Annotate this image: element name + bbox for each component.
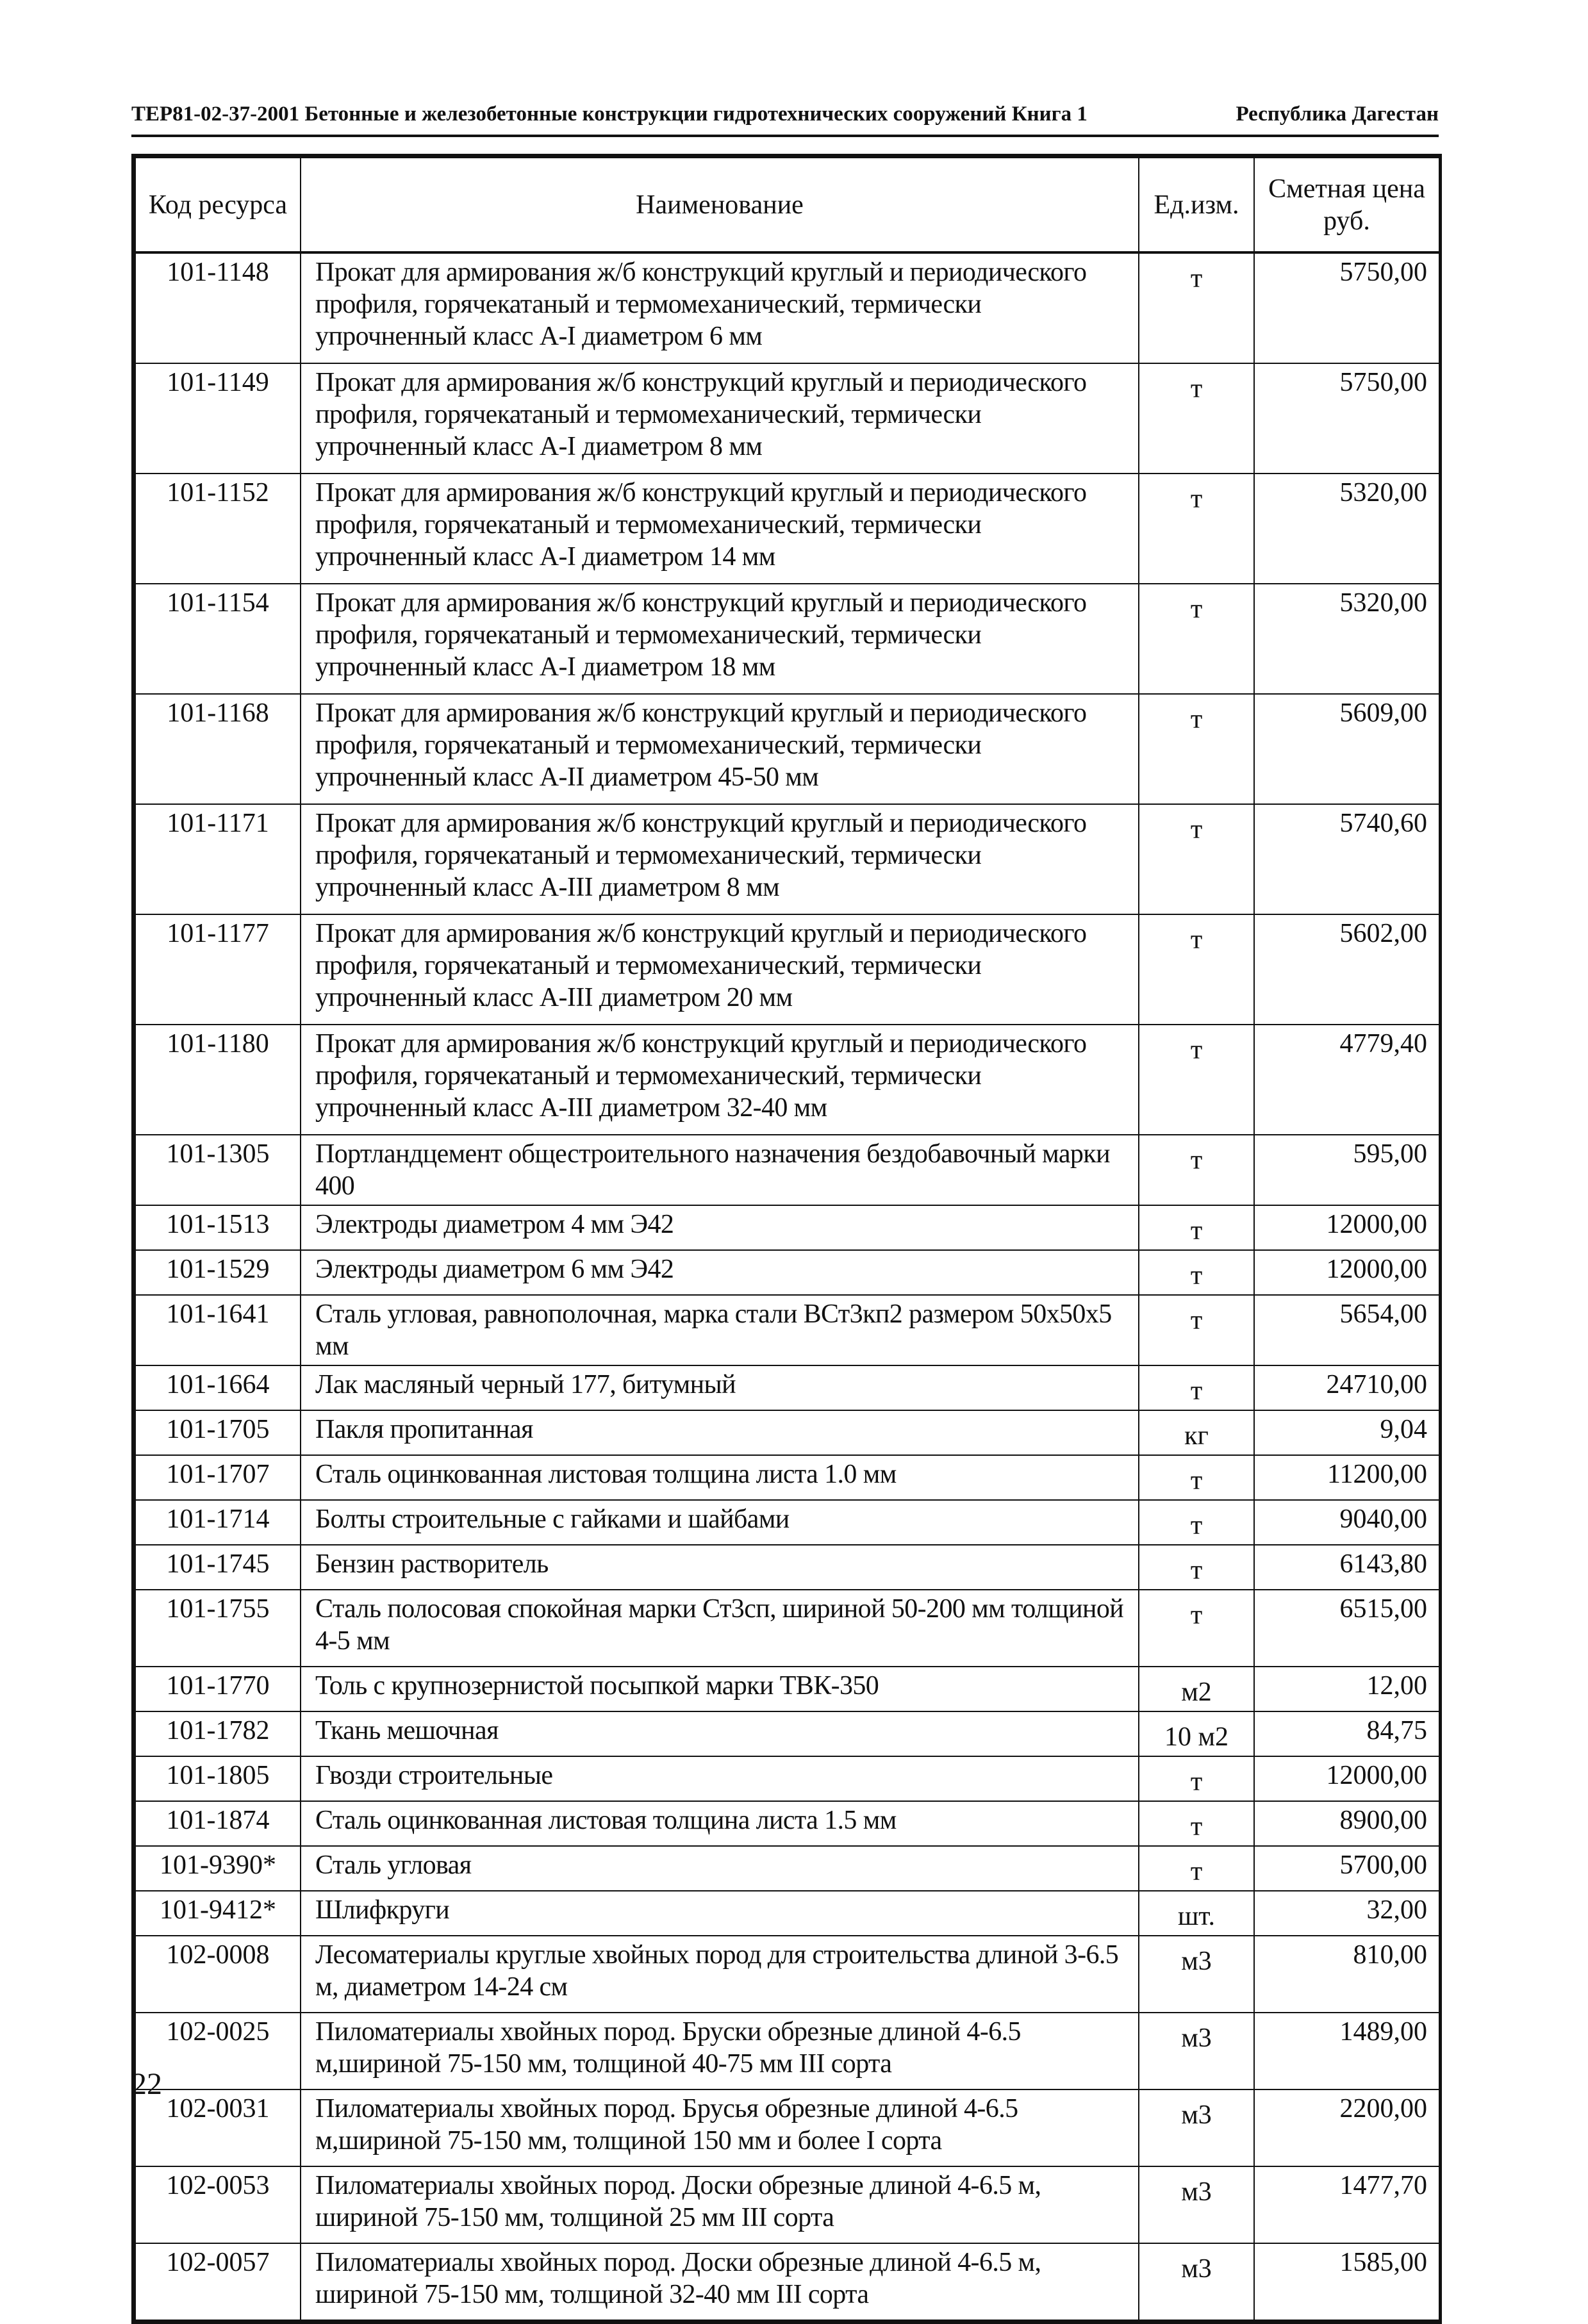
unit-cell: т	[1139, 1846, 1254, 1891]
resource-name-cell: Пиломатериалы хвойных пород. Доски обрезные длиной 4-6.5 м, шириной 75-150 мм, толщиной 25 мм III сорта	[301, 2166, 1139, 2243]
price-cell: 2200,00	[1254, 2089, 1439, 2166]
price-cell: 32,00	[1254, 1891, 1439, 1936]
table-row	[135, 804, 1439, 914]
table-row	[135, 914, 1439, 1025]
unit-cell: т	[1139, 1205, 1254, 1250]
price-cell: 5602,00	[1254, 914, 1439, 1025]
price-cell: 6143,80	[1254, 1545, 1439, 1590]
unit-cell: т	[1139, 1365, 1254, 1410]
unit-cell: т	[1139, 363, 1254, 474]
resource-name-cell: Лесоматериалы круглые хвойных пород для строительства длиной 3-6.5 м, диаметром 14-24 см	[301, 1936, 1139, 2013]
unit-cell: т	[1139, 914, 1254, 1025]
resource-name-cell: Лак масляный черный 177, битумный	[301, 1365, 1139, 1410]
resource-code-cell: 101-9390*	[135, 1846, 301, 1891]
resource-name-cell: Прокат для армирования ж/б конструкций круглый и периодического профиля, горячекатаный и термомеханический, термически упрочненный класс А-I диаметром 14 мм	[301, 474, 1139, 584]
resource-code-cell: 101-1664	[135, 1365, 301, 1410]
resource-name-cell: Сталь полосовая спокойная марки Ст3сп, шириной 50-200 мм толщиной 4-5 мм	[301, 1590, 1139, 1667]
table-header-row	[135, 158, 1439, 252]
resource-name-cell: Пиломатериалы хвойных пород. Брусья обрезные длиной 4-6.5 м,шириной 75-150 мм, толщиной 150 мм и более I сорта	[301, 2089, 1139, 2166]
resource-name-cell: Прокат для армирования ж/б конструкций круглый и периодического профиля, горячекатаный и термомеханический, термически упрочненный класс А-II диаметром 45-50 мм	[301, 694, 1139, 804]
resource-name-cell: Шлифкруги	[301, 1891, 1139, 1936]
unit-cell: т	[1139, 1500, 1254, 1545]
column-header-price	[1254, 158, 1439, 252]
unit-cell: т	[1139, 694, 1254, 804]
table-row	[135, 1545, 1439, 1590]
resource-name-cell: Гвозди строительные	[301, 1756, 1139, 1801]
resource-code-cell: 101-1148	[135, 252, 301, 363]
price-cell: 6515,00	[1254, 1590, 1439, 1667]
table-row	[135, 1801, 1439, 1846]
resource-name-cell: Сталь оцинкованная листовая толщина листа 1.5 мм	[301, 1801, 1139, 1846]
resource-name-cell: Болты строительные с гайками и шайбами	[301, 1500, 1139, 1545]
price-cell: 810,00	[1254, 1936, 1439, 2013]
table-row	[135, 1295, 1439, 1365]
column-header-unit: Ед.изм.	[1139, 158, 1254, 252]
resource-name-cell: Портландцемент общестроительного назначения бездобавочный марки 400	[301, 1135, 1139, 1205]
price-cell: 1585,00	[1254, 2243, 1439, 2320]
resource-name-cell: Прокат для армирования ж/б конструкций круглый и периодического профиля, горячекатаный и термомеханический, термически упрочненный класс А-I диаметром 6 мм	[301, 252, 1139, 363]
unit-cell: м3	[1139, 2089, 1254, 2166]
resource-name-cell: Прокат для армирования ж/б конструкций круглый и периодического профиля, горячекатаный и термомеханический, термически упрочненный класс А-III диаметром 32-40 мм	[301, 1025, 1139, 1135]
resource-code-cell: 101-1755	[135, 1590, 301, 1667]
resource-code-cell: 102-0031	[135, 2089, 301, 2166]
resource-name-cell: Электроды диаметром 6 мм Э42	[301, 1250, 1139, 1295]
table-row	[135, 474, 1439, 584]
price-cell: 1489,00	[1254, 2013, 1439, 2089]
unit-cell: т	[1139, 584, 1254, 694]
price-cell: 12000,00	[1254, 1250, 1439, 1295]
table-row	[135, 2013, 1439, 2089]
price-cell: 24710,00	[1254, 1365, 1439, 1410]
page-number: 22	[131, 2067, 162, 2101]
unit-cell: т	[1139, 1250, 1254, 1295]
unit-cell: т	[1139, 474, 1254, 584]
resource-code-cell: 101-1154	[135, 584, 301, 694]
unit-cell: 10 м2	[1139, 1711, 1254, 1756]
resource-name-cell: Сталь угловая	[301, 1846, 1139, 1891]
resource-code-cell: 101-1714	[135, 1500, 301, 1545]
unit-cell: т	[1139, 1025, 1254, 1135]
unit-cell: шт.	[1139, 1891, 1254, 1936]
resource-code-cell: 101-1152	[135, 474, 301, 584]
resource-name-cell: Прокат для армирования ж/б конструкций круглый и периодического профиля, горячекатаный и термомеханический, термически упрочненный класс А-I диаметром 18 мм	[301, 584, 1139, 694]
table-row	[135, 363, 1439, 474]
resource-name-cell: Ткань мешочная	[301, 1711, 1139, 1756]
resource-code-cell: 101-1513	[135, 1205, 301, 1250]
price-cell: 595,00	[1254, 1135, 1439, 1205]
price-cell: 11200,00	[1254, 1455, 1439, 1500]
resource-code-cell: 101-1168	[135, 694, 301, 804]
resource-code-cell: 101-1171	[135, 804, 301, 914]
column-header-price-line2: руб.	[1323, 206, 1370, 236]
unit-cell: т	[1139, 1756, 1254, 1801]
price-cell: 12000,00	[1254, 1756, 1439, 1801]
resource-code-cell: 101-1180	[135, 1025, 301, 1135]
resource-code-cell: 101-1874	[135, 1801, 301, 1846]
unit-cell: т	[1139, 1135, 1254, 1205]
resource-code-cell: 101-1805	[135, 1756, 301, 1801]
table-row	[135, 252, 1439, 363]
unit-cell: м2	[1139, 1667, 1254, 1711]
resource-name-cell: Толь с крупнозернистой посыпкой марки ТВК-350	[301, 1667, 1139, 1711]
table-row	[135, 1455, 1439, 1500]
resource-code-cell: 102-0025	[135, 2013, 301, 2089]
resource-code-cell: 101-1782	[135, 1711, 301, 1756]
price-cell: 12,00	[1254, 1667, 1439, 1711]
resource-code-cell: 101-1770	[135, 1667, 301, 1711]
resource-name-cell: Пиломатериалы хвойных пород. Бруски обрезные длиной 4-6.5 м,шириной 75-150 мм, толщиной 40-75 мм III сорта	[301, 2013, 1139, 2089]
page-header	[131, 96, 1439, 137]
table-row	[135, 1667, 1439, 1711]
resource-code-cell: 101-1177	[135, 914, 301, 1025]
price-cell: 9040,00	[1254, 1500, 1439, 1545]
price-cell: 5750,00	[1254, 363, 1439, 474]
column-header-code: Код ресурса	[135, 158, 301, 252]
unit-cell: кг	[1139, 1410, 1254, 1455]
table-row	[135, 2089, 1439, 2166]
table-row	[135, 694, 1439, 804]
resource-name-cell: Электроды диаметром 4 мм Э42	[301, 1205, 1139, 1250]
unit-cell: т	[1139, 1590, 1254, 1667]
table-row	[135, 1846, 1439, 1891]
resource-code-cell: 101-1529	[135, 1250, 301, 1295]
resource-name-cell: Прокат для армирования ж/б конструкций круглый и периодического профиля, горячекатаный и термомеханический, термически упрочненный класс А-I диаметром 8 мм	[301, 363, 1139, 474]
unit-cell: м3	[1139, 1936, 1254, 2013]
price-cell: 8900,00	[1254, 1801, 1439, 1846]
unit-cell: т	[1139, 252, 1254, 363]
table-row	[135, 1025, 1439, 1135]
price-cell: 4779,40	[1254, 1025, 1439, 1135]
resource-name-cell: Прокат для армирования ж/б конструкций круглый и периодического профиля, горячекатаный и термомеханический, термически упрочненный класс А-III диаметром 8 мм	[301, 804, 1139, 914]
resource-name-cell: Сталь угловая, равнополочная, марка стали ВСт3кп2 размером 50х50х5 мм	[301, 1295, 1139, 1365]
price-cell: 9,04	[1254, 1410, 1439, 1455]
price-cell: 5750,00	[1254, 252, 1439, 363]
resource-price-table	[131, 154, 1442, 2324]
table-row	[135, 1711, 1439, 1756]
resource-name-cell: Пиломатериалы хвойных пород. Доски обрезные длиной 4-6.5 м, шириной 75-150 мм, толщиной 32-40 мм III сорта	[301, 2243, 1139, 2320]
column-header-name: Наименование	[301, 158, 1139, 252]
price-cell: 5320,00	[1254, 474, 1439, 584]
resource-code-cell: 101-1305	[135, 1135, 301, 1205]
table-row	[135, 1756, 1439, 1801]
resource-name-cell: Прокат для армирования ж/б конструкций круглый и периодического профиля, горячекатаный и термомеханический, термически упрочненный класс А-III диаметром 20 мм	[301, 914, 1139, 1025]
price-cell: 5320,00	[1254, 584, 1439, 694]
price-cell: 5609,00	[1254, 694, 1439, 804]
unit-cell: т	[1139, 1801, 1254, 1846]
price-cell: 12000,00	[1254, 1205, 1439, 1250]
price-cell: 1477,70	[1254, 2166, 1439, 2243]
column-header-price-line1: Сметная цена	[1268, 174, 1425, 204]
resource-code-cell: 101-9412*	[135, 1891, 301, 1936]
table-row	[135, 2243, 1439, 2320]
table-row	[135, 1936, 1439, 2013]
unit-cell: м3	[1139, 2013, 1254, 2089]
resource-code-cell: 101-1641	[135, 1295, 301, 1365]
table-row	[135, 1590, 1439, 1667]
resource-code-cell: 102-0008	[135, 1936, 301, 2013]
unit-cell: м3	[1139, 2243, 1254, 2320]
table-row	[135, 1891, 1439, 1936]
unit-cell: т	[1139, 1295, 1254, 1365]
table-body	[135, 252, 1439, 2320]
resource-code-cell: 101-1707	[135, 1455, 301, 1500]
resource-code-cell: 101-1745	[135, 1545, 301, 1590]
price-cell: 84,75	[1254, 1711, 1439, 1756]
resource-name-cell: Сталь оцинкованная листовая толщина листа 1.0 мм	[301, 1455, 1139, 1500]
table-row	[135, 584, 1439, 694]
table-row	[135, 1205, 1439, 1250]
unit-cell: м3	[1139, 2166, 1254, 2243]
unit-cell: т	[1139, 804, 1254, 914]
resource-code-cell: 102-0053	[135, 2166, 301, 2243]
resource-name-cell: Пакля пропитанная	[301, 1410, 1139, 1455]
resource-code-cell: 101-1705	[135, 1410, 301, 1455]
price-cell: 5700,00	[1254, 1846, 1439, 1891]
price-cell: 5740,60	[1254, 804, 1439, 914]
unit-cell: т	[1139, 1455, 1254, 1500]
price-cell: 5654,00	[1254, 1295, 1439, 1365]
table-row	[135, 1410, 1439, 1455]
table-row	[135, 1135, 1439, 1205]
region-name: Республика Дагестан	[1236, 103, 1439, 126]
resource-code-cell: 102-0057	[135, 2243, 301, 2320]
table-row	[135, 1250, 1439, 1295]
resource-name-cell: Бензин растворитель	[301, 1545, 1139, 1590]
document-title: ТЕР81-02-37-2001 Бетонные и железобетонные конструкции гидротехнических сооружений Книга 1	[131, 103, 1088, 126]
table-row	[135, 1500, 1439, 1545]
resource-code-cell: 101-1149	[135, 363, 301, 474]
table-row	[135, 2166, 1439, 2243]
unit-cell: т	[1139, 1545, 1254, 1590]
table-row	[135, 1365, 1439, 1410]
